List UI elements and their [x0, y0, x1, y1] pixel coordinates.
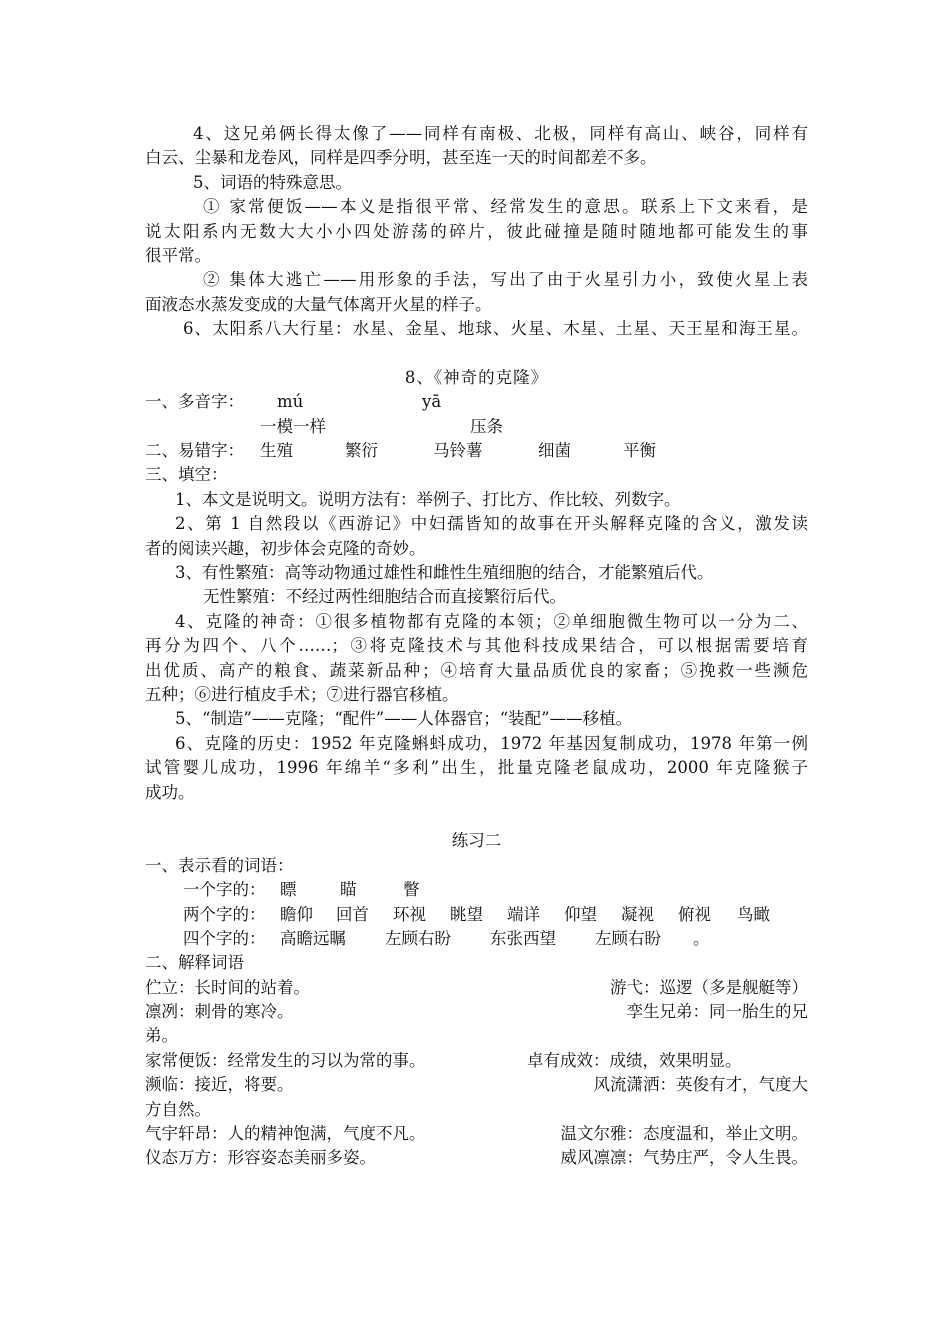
definition-right: 游弋：巡逻（多是舰艇等） — [610, 977, 808, 997]
section-title: 8、《神奇的克隆》 — [404, 367, 549, 387]
look-word: 仰望 — [564, 904, 597, 924]
fill-label: 三、填空： — [145, 465, 228, 485]
definition-row — [145, 1146, 808, 1170]
definition-row — [145, 976, 808, 1000]
spacer — [145, 805, 808, 829]
look-word: 凝视 — [621, 904, 654, 924]
look-word: 左顾右盼 — [595, 928, 661, 948]
look-word: 左顾右盼 — [385, 928, 451, 948]
polyphone-pinyin-line — [145, 390, 808, 414]
paragraph-line: 5、词语的特殊意思。 — [193, 172, 352, 192]
look-word: 端详 — [507, 904, 540, 924]
paragraph-line: 出优质、高产的粮食、蔬菜新品种；④培育大量品质优良的家畜；⑤挽救一些濒危 — [145, 660, 808, 680]
error-word: 马铃薯 — [433, 441, 483, 461]
paragraph-line: ② 集体大逃亡——用形象的手法，写出了由于火星引力小，致使火星上表 — [203, 270, 808, 290]
definition-right: 风流潇洒：英俊有才，气度大 — [593, 1075, 808, 1095]
pinyin: mú — [277, 392, 304, 412]
paragraph-line: 2、第 1 自然段以《西游记》中妇孺皆知的故事在开头解释克隆的含义，激发读 — [175, 514, 808, 534]
paragraph-line: 6、克隆的历史：1952 年克隆蝌蚪成功，1972 年基因复制成功，1978 年第一例 — [175, 733, 808, 753]
polyphone-word-line — [145, 415, 808, 439]
paragraph-line: 再分为四个、八个……；③将克隆技术与其他科技成果结合，可以根据需要培育 — [145, 636, 808, 656]
section-title: 练习二 — [451, 831, 502, 851]
look-word: 高瞻远瞩 — [280, 928, 346, 948]
paragraph-line: ① 家常便饭——本义是指很平常、经常发生的意思。联系上下文来看，是 — [203, 197, 808, 217]
definition-left: 仪态万方：形容姿态美丽多姿。 — [145, 1148, 376, 1168]
paragraph-line: 4、这兄弟俩长得太像了——同样有南极、北极，同样有高山、峡谷，同样有 — [193, 124, 808, 143]
definition-left: 气宇轩昂：人的精神饱满，气度不凡。 — [145, 1124, 426, 1144]
definition-row — [145, 1122, 808, 1146]
look-word: 瞟 — [280, 880, 297, 900]
definition-left: 家常便饭：经常发生的习以为常的事。 — [145, 1050, 426, 1070]
list-end: 。 — [693, 928, 710, 948]
word-group-label: 一个字的： — [183, 880, 266, 900]
word-group-label: 四个字的： — [183, 928, 266, 948]
error-label: 二、易错字： — [145, 441, 244, 461]
look-word: 眺望 — [450, 904, 483, 924]
error-prone-line — [145, 439, 808, 463]
definition-left: 凛冽：刺骨的寒冷。 — [145, 1002, 294, 1022]
definition-continuation: 弟。 — [145, 1026, 178, 1046]
paragraph-line: 成功。 — [145, 782, 195, 802]
paragraph-line: 5、“制造”——克隆；“配件”——人体器官；“装配”——移植。 — [175, 709, 633, 729]
spacer — [145, 342, 808, 366]
look-word: 俯视 — [678, 904, 711, 924]
look-word: 瞻仰 — [280, 904, 313, 924]
definition-left: 伫立：长时间的站着。 — [145, 977, 310, 997]
explain-label: 二、解释词语 — [145, 953, 244, 973]
look-word: 瞥 — [403, 880, 420, 900]
error-word: 生殖 — [260, 441, 293, 461]
paragraph-line: 很平常。 — [145, 245, 211, 265]
paragraph-line: 者的阅读兴趣，初步体会克隆的奇妙。 — [145, 538, 426, 558]
definition-right: 温文尔雅：态度温和，举止文明。 — [560, 1124, 808, 1144]
definition-row — [145, 1073, 808, 1097]
word-group-label: 两个字的： — [183, 904, 266, 924]
definition-right: 威风凛凛：气势庄严，令人生畏。 — [560, 1148, 808, 1168]
polyphone-label: 一、多音字： — [145, 392, 244, 412]
paragraph-line: 面液态水蒸发变成的大量气体离开火星的样子。 — [145, 294, 492, 314]
definition-row — [145, 1000, 808, 1024]
paragraph-line: 4、克隆的神奇：①很多植物都有克隆的本领；②单细胞微生物可以一分为二、 — [175, 611, 808, 631]
paragraph-line: 白云、尘暴和龙卷风，同样是四季分明，甚至连一天的时间都差不多。 — [145, 148, 657, 168]
paragraph-line: 试管婴儿成功，1996 年绵羊“多利”出生，批量克隆老鼠成功，2000 年克隆猴子 — [145, 758, 808, 778]
document-page — [145, 122, 808, 1171]
two-char-words-line — [145, 903, 808, 927]
look-word: 环视 — [393, 904, 426, 924]
one-char-words-line — [145, 878, 808, 902]
error-word: 繁衍 — [345, 441, 378, 461]
definition-left: 濒临：接近，将要。 — [145, 1075, 294, 1095]
error-word: 平衡 — [623, 441, 656, 461]
paragraph-line: 五种；⑥进行植皮手术；⑦进行器官移植。 — [145, 684, 459, 704]
definition-row — [145, 1049, 808, 1073]
look-word: 回首 — [336, 904, 369, 924]
paragraph-line: 1、本文是说明文。说明方法有：举例子、打比方、作比较、列数字。 — [175, 489, 681, 509]
polyphone-word: 压条 — [470, 416, 503, 436]
look-words-label: 一、表示看的词语： — [145, 855, 294, 875]
look-word: 瞄 — [340, 880, 357, 900]
definition-continuation: 方自然。 — [145, 1099, 211, 1119]
paragraph-line: 3、有性繁殖：高等动物通过雄性和雌性生殖细胞的结合，才能繁殖后代。 — [175, 563, 714, 583]
look-word: 东张西望 — [490, 928, 556, 948]
error-word: 细菌 — [538, 441, 571, 461]
look-word: 鸟瞰 — [737, 904, 770, 924]
polyphone-word: 一模一样 — [260, 416, 326, 436]
paragraph-line: 6、太阳系八大行星：水星、金星、地球、火星、木星、土星、天王星和海王星。 — [183, 319, 808, 339]
paragraph-line: 无性繁殖：不经过两性细胞结合而直接繁衍后代。 — [203, 587, 566, 607]
paragraph-line: 说太阳系内无数大大小小四处游荡的碎片，彼此碰撞是随时随地都可能发生的事 — [145, 221, 808, 241]
definition-right: 卓有成效：成绩，效果明显。 — [527, 1050, 742, 1070]
pinyin: yā — [422, 392, 442, 412]
four-char-words-line — [145, 927, 808, 951]
definition-right: 孪生兄弟：同一胎生的兄 — [626, 1002, 808, 1022]
